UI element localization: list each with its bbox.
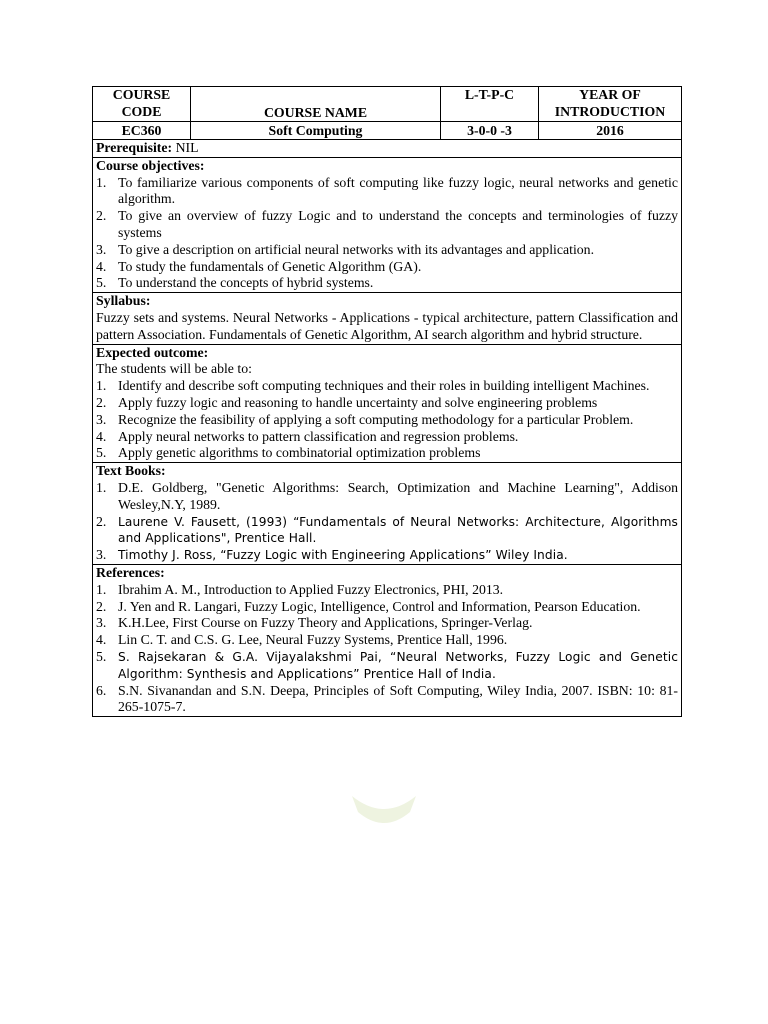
syllabus-section — [93, 293, 682, 344]
list-item — [96, 582, 678, 599]
list-text: S.N. Sivanandan and S.N. Deepa, Principles of Soft Computing, Wiley India, 2007. ISBN: 10: 81-265-1075-7. — [118, 682, 678, 715]
outcome-list — [96, 378, 678, 462]
list-item — [96, 275, 678, 292]
list-text: Identify and describe soft computing techniques and their roles in building intelligent Machines. — [118, 378, 650, 394]
list-number: 3. — [96, 615, 107, 631]
references-list — [96, 582, 678, 716]
list-text: Apply genetic algorithms to combinatorial optimization problems — [118, 445, 481, 461]
list-text: To give an overview of fuzzy Logic and to understand the concepts and terminologies of fuzzy systems — [118, 208, 678, 240]
course-syllabus-table — [92, 86, 682, 717]
list-number: 4. — [96, 632, 107, 648]
prerequisite-row — [93, 140, 682, 158]
list-item — [96, 632, 678, 649]
list-text: Apply neural networks to pattern classification and regression problems. — [118, 428, 519, 444]
list-number: 6. — [96, 682, 107, 698]
list-text: To study the fundamentals of Genetic Algorithm (GA). — [118, 258, 422, 274]
header-course-name: COURSE NAME — [191, 87, 441, 122]
list-item — [96, 429, 678, 446]
list-number: 2. — [96, 513, 107, 529]
list-number: 3. — [96, 547, 107, 563]
outcome-intro: The students will be able to: — [96, 361, 252, 377]
objectives-list — [96, 175, 678, 293]
list-text: S. Rajsekaran & G.A. Vijayalakshmi Pai, “Neural Networks, Fuzzy Logic and Genetic Algorithm: Synthesis and Applications” Prentice Hall of India. — [118, 649, 678, 681]
list-item — [96, 599, 678, 616]
list-number: 5. — [96, 648, 107, 664]
list-item — [96, 445, 678, 462]
list-item — [96, 242, 678, 259]
list-number: 5. — [96, 275, 107, 291]
list-text: K.H.Lee, First Course on Fuzzy Theory and Applications, Springer-Verlag. — [118, 615, 533, 631]
list-item — [96, 175, 678, 209]
header-year: YEAR OF INTRODUCTION — [539, 87, 682, 122]
objectives-section — [93, 157, 682, 292]
list-text: Ibrahim A. M., Introduction to Applied Fuzzy Electronics, PHI, 2013. — [118, 581, 504, 597]
list-text: D.E. Goldberg, "Genetic Algorithms: Search, Optimization and Machine Learning", Addison Wesley,N.Y, 1989. — [118, 479, 678, 512]
header-ltpc: L-T-P-C — [441, 87, 539, 122]
course-ltpc: 3-0-0 -3 — [441, 122, 539, 140]
list-text: Lin C. T. and C.S. G. Lee, Neural Fuzzy Systems, Prentice Hall, 1996. — [118, 632, 508, 648]
course-name: Soft Computing — [191, 122, 441, 140]
list-text: To give a description on artificial neural networks with its advantages and application. — [118, 241, 595, 257]
list-item — [96, 412, 678, 429]
list-number: 3. — [96, 411, 107, 427]
list-number: 4. — [96, 428, 107, 444]
list-number: 1. — [96, 581, 107, 597]
outcome-heading: Expected outcome: — [96, 344, 209, 360]
list-item — [96, 547, 678, 564]
course-year: 2016 — [539, 122, 682, 140]
list-number: 4. — [96, 258, 107, 274]
list-item — [96, 259, 678, 276]
list-item — [96, 615, 678, 632]
outcome-section — [93, 344, 682, 463]
syllabus-heading: Syllabus: — [96, 293, 151, 309]
textbooks-heading: Text Books: — [96, 463, 166, 479]
objectives-heading: Course objectives: — [96, 157, 205, 173]
list-item — [96, 208, 678, 242]
list-number: 2. — [96, 208, 107, 224]
list-number: 1. — [96, 378, 107, 394]
list-text: To familiarize various components of soft computing like fuzzy logic, neural networks and genetic algorithm. — [118, 174, 678, 207]
list-item — [96, 649, 678, 683]
list-text: J. Yen and R. Langari, Fuzzy Logic, Intelligence, Control and Information, Pearson Education. — [118, 598, 641, 614]
prerequisite-label: Prerequisite: — [96, 140, 173, 155]
list-number: 3. — [96, 241, 107, 257]
list-item — [96, 514, 678, 548]
list-item — [96, 378, 678, 395]
textbooks-list — [96, 480, 678, 564]
list-text: Apply fuzzy logic and reasoning to handle uncertainty and solve engineering problems — [118, 394, 598, 410]
list-number: 5. — [96, 445, 107, 461]
list-text: Laurene V. Fausett, (1993) “Fundamentals of Neural Networks: Architecture, Algorithms and Applications", Prentice Hall. — [118, 514, 678, 546]
list-text: Recognize the feasibility of applying a soft computing methodology for a particular Problem. — [118, 411, 634, 427]
list-text: Timothy J. Ross, “Fuzzy Logic with Engineering Applications” Wiley India. — [118, 548, 568, 563]
references-heading: References: — [96, 564, 165, 580]
list-number: 2. — [96, 598, 107, 614]
list-number: 1. — [96, 479, 107, 495]
list-text: To understand the concepts of hybrid systems. — [118, 275, 374, 291]
textbooks-section — [93, 463, 682, 565]
course-row — [93, 122, 682, 140]
prerequisite-value: NIL — [172, 140, 199, 155]
syllabus-text: Fuzzy sets and systems. Neural Networks - Applications - typical architecture, pattern Classification and pattern Association. Fundamentals of Genetic Algorithm, AI search algorithm and hybrid structure. — [96, 309, 678, 342]
header-row — [93, 87, 682, 122]
list-number: 1. — [96, 174, 107, 190]
course-code: EC360 — [93, 122, 191, 140]
list-number: 2. — [96, 394, 107, 410]
list-item — [96, 683, 678, 717]
header-course-code: COURSE CODE — [93, 87, 191, 122]
list-item — [96, 480, 678, 514]
references-section — [93, 564, 682, 716]
list-item — [96, 395, 678, 412]
